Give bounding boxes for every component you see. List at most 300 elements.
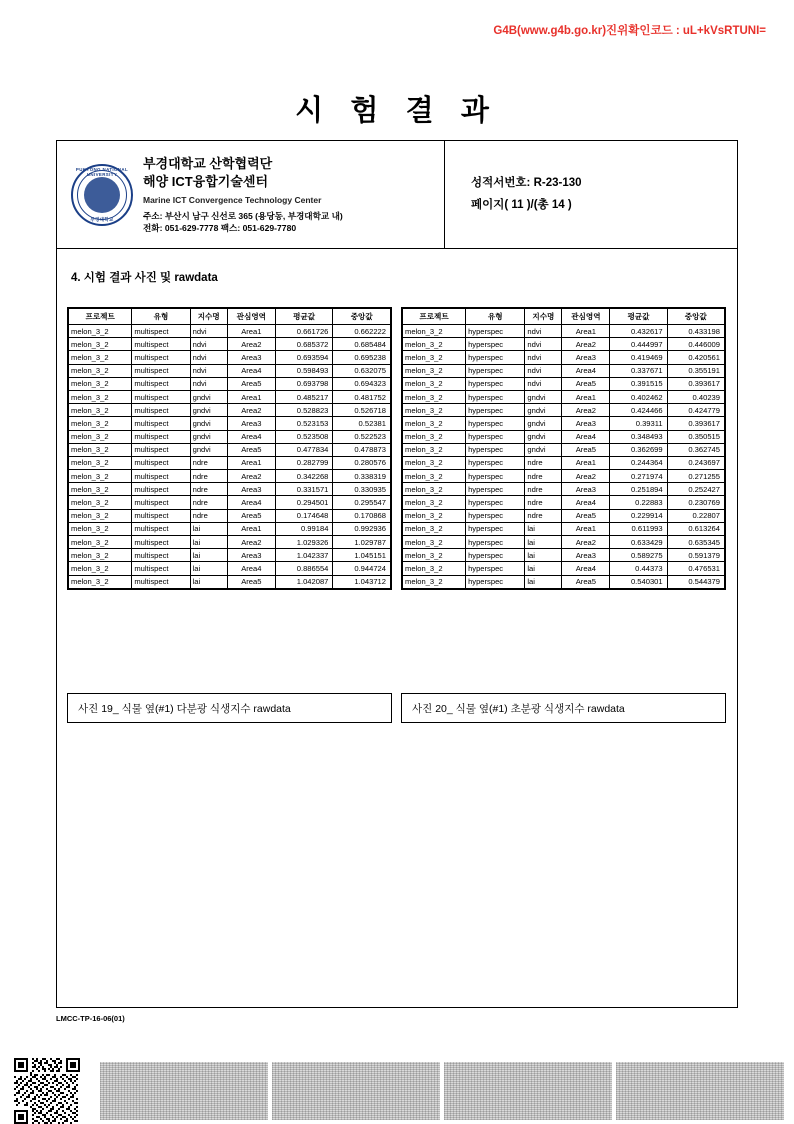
column-header-mean: 평균값	[275, 309, 333, 325]
table-cell: ndre	[190, 496, 227, 509]
table-cell: multispect	[132, 483, 190, 496]
report-header	[57, 141, 737, 249]
table-cell: Area3	[562, 417, 610, 430]
table-cell: 0.251894	[610, 483, 667, 496]
table-cell: melon_3_2	[403, 404, 466, 417]
table-cell: 0.338319	[333, 470, 391, 483]
table-cell: melon_3_2	[403, 549, 466, 562]
table-row	[403, 364, 725, 377]
table-cell: 0.944724	[333, 562, 391, 575]
table-cell: Area4	[227, 364, 275, 377]
table-cell: 0.526718	[333, 404, 391, 417]
table-row	[403, 509, 725, 522]
table-cell: 0.613264	[667, 522, 724, 535]
table-cell: Area3	[562, 351, 610, 364]
table-cell: 0.174648	[275, 509, 333, 522]
table-cell: melon_3_2	[69, 338, 132, 351]
table-cell: Area3	[227, 417, 275, 430]
table-cell: 0.294501	[275, 496, 333, 509]
table-cell: hyperspec	[466, 417, 525, 430]
rawdata-tables	[67, 307, 727, 590]
table-cell: Area3	[562, 549, 610, 562]
form-code: LMCC-TP-16-06(01)	[56, 1014, 125, 1023]
table-cell: ndvi	[525, 351, 562, 364]
table-row	[69, 456, 391, 469]
org-name-line1: 부경대학교 산학협력단	[143, 155, 273, 171]
table-cell: 1.029787	[333, 536, 391, 549]
table-cell: ndre	[525, 509, 562, 522]
table-cell: Area4	[562, 496, 610, 509]
table-row	[403, 536, 725, 549]
table-cell: Area1	[227, 390, 275, 403]
table-cell: 0.170868	[333, 509, 391, 522]
table-cell: hyperspec	[466, 390, 525, 403]
photo-strip-1	[100, 1062, 268, 1120]
column-header-roi: 관심영역	[227, 309, 275, 325]
photo-strip-4	[616, 1062, 784, 1120]
table-cell: 0.444997	[610, 338, 667, 351]
table-cell: multispect	[132, 575, 190, 588]
table-cell: melon_3_2	[69, 575, 132, 588]
table-cell: 0.635345	[667, 536, 724, 549]
table-cell: ndvi	[525, 364, 562, 377]
table-cell: 0.485217	[275, 390, 333, 403]
page-counter: 페이지( 11 )/(총 14 )	[471, 198, 572, 211]
table-cell: Area5	[227, 377, 275, 390]
table-cell: lai	[525, 522, 562, 535]
table-cell: Area2	[227, 470, 275, 483]
table-cell: 0.229914	[610, 509, 667, 522]
table-row	[69, 483, 391, 496]
qr-code-icon	[14, 1058, 80, 1124]
table-cell: 0.362699	[610, 443, 667, 456]
table-cell: multispect	[132, 325, 190, 338]
table-cell: melon_3_2	[403, 536, 466, 549]
table-cell: 0.99184	[275, 522, 333, 535]
table-cell: 0.685484	[333, 338, 391, 351]
org-address: 주소: 부산시 남구 신선로 365 (용당동, 부경대학교 내)	[143, 210, 343, 221]
table-cell: 0.420561	[667, 351, 724, 364]
table-cell: Area3	[227, 351, 275, 364]
table-cell: Area2	[562, 470, 610, 483]
table-row	[69, 430, 391, 443]
table-cell: 0.693798	[275, 377, 333, 390]
table-cell: 0.544379	[667, 575, 724, 588]
table-cell: 0.611993	[610, 522, 667, 535]
table-row	[69, 404, 391, 417]
table-cell: 0.243697	[667, 456, 724, 469]
table-cell: ndvi	[525, 377, 562, 390]
table-cell: melon_3_2	[69, 509, 132, 522]
table-cell: melon_3_2	[69, 470, 132, 483]
table-cell: Area1	[562, 390, 610, 403]
table-cell: ndvi	[190, 325, 227, 338]
rawdata-table-multispectral	[67, 307, 392, 590]
table-row	[69, 522, 391, 535]
table-cell: 0.348493	[610, 430, 667, 443]
table-cell: hyperspec	[466, 377, 525, 390]
table-cell: Area3	[227, 549, 275, 562]
table-cell: 0.22807	[667, 509, 724, 522]
table-row	[403, 377, 725, 390]
table-row	[403, 338, 725, 351]
table-cell: lai	[190, 575, 227, 588]
table-header-row	[403, 309, 725, 325]
table-cell: ndvi	[190, 338, 227, 351]
table-cell: lai	[190, 562, 227, 575]
table-row	[69, 496, 391, 509]
table-cell: 1.042087	[275, 575, 333, 588]
table-cell: melon_3_2	[403, 443, 466, 456]
table-cell: melon_3_2	[69, 549, 132, 562]
table-cell: multispect	[132, 443, 190, 456]
table-cell: 0.694323	[333, 377, 391, 390]
column-header-median: 중앙값	[667, 309, 724, 325]
table-row	[403, 496, 725, 509]
table-cell: gndvi	[525, 417, 562, 430]
table-cell: 0.476531	[667, 562, 724, 575]
table-cell: 0.992936	[333, 522, 391, 535]
table-row	[403, 417, 725, 430]
table-cell: ndre	[525, 456, 562, 469]
table-cell: 0.432617	[610, 325, 667, 338]
table-cell: hyperspec	[466, 549, 525, 562]
table-cell: melon_3_2	[403, 470, 466, 483]
table-cell: hyperspec	[466, 575, 525, 588]
table-cell: 0.52381	[333, 417, 391, 430]
table-cell: Area3	[227, 483, 275, 496]
table-cell: lai	[190, 536, 227, 549]
table-cell: ndvi	[190, 364, 227, 377]
table-row	[403, 456, 725, 469]
table-cell: melon_3_2	[69, 536, 132, 549]
table-row	[403, 325, 725, 338]
column-header-type: 유형	[466, 309, 525, 325]
column-header-median: 중앙값	[333, 309, 391, 325]
table-row	[69, 390, 391, 403]
table-cell: 0.362745	[667, 443, 724, 456]
table-cell: 0.591379	[667, 549, 724, 562]
table-cell: melon_3_2	[403, 522, 466, 535]
table-cell: 0.244364	[610, 456, 667, 469]
table-row	[403, 351, 725, 364]
table-cell: melon_3_2	[403, 562, 466, 575]
table-cell: hyperspec	[466, 443, 525, 456]
table-cell: lai	[525, 536, 562, 549]
table-cell: ndre	[190, 509, 227, 522]
table-cell: hyperspec	[466, 338, 525, 351]
table-row	[403, 390, 725, 403]
table-cell: multispect	[132, 430, 190, 443]
table-cell: 0.252427	[667, 483, 724, 496]
table-cell: 0.633429	[610, 536, 667, 549]
table-row	[403, 470, 725, 483]
table-row	[403, 562, 725, 575]
table-cell: multispect	[132, 377, 190, 390]
table-cell: 0.355191	[667, 364, 724, 377]
table-cell: melon_3_2	[403, 509, 466, 522]
table-cell: 0.481752	[333, 390, 391, 403]
table-row	[403, 430, 725, 443]
table-cell: 0.295547	[333, 496, 391, 509]
table-cell: 0.342268	[275, 470, 333, 483]
table-cell: melon_3_2	[69, 443, 132, 456]
table-cell: hyperspec	[466, 536, 525, 549]
table-cell: 0.282799	[275, 456, 333, 469]
table-cell: Area1	[227, 456, 275, 469]
table-row	[69, 364, 391, 377]
table-cell: Area1	[227, 522, 275, 535]
table-cell: Area4	[562, 562, 610, 575]
table-cell: hyperspec	[466, 522, 525, 535]
table-row	[69, 549, 391, 562]
table-cell: melon_3_2	[69, 483, 132, 496]
page-title: 시 험 결 과	[295, 95, 499, 127]
table-cell: Area2	[227, 338, 275, 351]
table-cell: ndvi	[190, 351, 227, 364]
table-row	[69, 417, 391, 430]
table-row	[403, 443, 725, 456]
table-row	[69, 536, 391, 549]
table-cell: 1.043712	[333, 575, 391, 588]
table-cell: 0.230769	[667, 496, 724, 509]
table-row	[403, 549, 725, 562]
table-cell: 0.523508	[275, 430, 333, 443]
table-row	[69, 443, 391, 456]
table-cell: 0.44373	[610, 562, 667, 575]
org-name-english: Marine ICT Convergence Technology Center	[143, 195, 322, 206]
table-cell: melon_3_2	[69, 404, 132, 417]
table-cell: 0.662222	[333, 325, 391, 338]
table-cell: 0.271974	[610, 470, 667, 483]
table-cell: 0.337671	[610, 364, 667, 377]
table-cell: melon_3_2	[403, 338, 466, 351]
table-cell: ndre	[525, 470, 562, 483]
table-cell: melon_3_2	[403, 351, 466, 364]
table-row	[69, 562, 391, 575]
table-cell: melon_3_2	[403, 417, 466, 430]
table-cell: 0.280576	[333, 456, 391, 469]
verification-watermark: G4B(www.g4b.go.kr)진위확인코드 : uL+kVsRTUNI=	[493, 25, 766, 37]
table-row	[69, 470, 391, 483]
table-cell: melon_3_2	[69, 456, 132, 469]
logo-bottom-text: 부경대학교	[90, 216, 114, 222]
table-row	[69, 351, 391, 364]
table-cell: Area4	[562, 364, 610, 377]
table-cell: Area4	[562, 430, 610, 443]
column-header-roi: 관심영역	[562, 309, 610, 325]
table-cell: melon_3_2	[69, 325, 132, 338]
logo-top-text: PUKYONG NATIONAL UNIVERSITY	[75, 166, 129, 177]
table-cell: hyperspec	[466, 456, 525, 469]
table-cell: ndvi	[525, 338, 562, 351]
table-cell: multispect	[132, 509, 190, 522]
table-row	[69, 377, 391, 390]
report-frame	[56, 140, 738, 1008]
rawdata-table-hyperspectral	[401, 307, 726, 590]
table-cell: hyperspec	[466, 404, 525, 417]
table-cell: 0.477834	[275, 443, 333, 456]
table-cell: multispect	[132, 562, 190, 575]
table-cell: 0.695238	[333, 351, 391, 364]
table-cell: melon_3_2	[69, 351, 132, 364]
table-cell: 0.424779	[667, 404, 724, 417]
table-cell: hyperspec	[466, 351, 525, 364]
table-cell: multispect	[132, 417, 190, 430]
table-cell: gndvi	[190, 443, 227, 456]
photo-strip-2	[272, 1062, 440, 1120]
table-cell: melon_3_2	[69, 417, 132, 430]
table-cell: 0.632075	[333, 364, 391, 377]
table-cell: 0.39311	[610, 417, 667, 430]
table-cell: Area1	[562, 325, 610, 338]
org-name-line2: 해양 ICT융합기술센터	[143, 174, 269, 190]
table-cell: melon_3_2	[69, 522, 132, 535]
table-cell: melon_3_2	[403, 430, 466, 443]
table-cell: multispect	[132, 404, 190, 417]
table-cell: 0.693594	[275, 351, 333, 364]
table-cell: gndvi	[525, 430, 562, 443]
table-cell: 0.589275	[610, 549, 667, 562]
table-cell: Area4	[227, 496, 275, 509]
table-cell: Area2	[227, 404, 275, 417]
table-cell: 0.598493	[275, 364, 333, 377]
table-cell: Area2	[562, 404, 610, 417]
table-cell: 1.042337	[275, 549, 333, 562]
table-cell: ndvi	[190, 377, 227, 390]
table-row	[403, 404, 725, 417]
table-cell: hyperspec	[466, 430, 525, 443]
table-cell: 0.522523	[333, 430, 391, 443]
table-cell: gndvi	[525, 390, 562, 403]
table-cell: 0.331571	[275, 483, 333, 496]
table-cell: gndvi	[525, 443, 562, 456]
table-cell: 0.393617	[667, 377, 724, 390]
table-cell: lai	[190, 549, 227, 562]
table-cell: ndre	[190, 456, 227, 469]
table-cell: Area5	[562, 443, 610, 456]
table-row	[69, 575, 391, 588]
column-header-project: 프로젝트	[403, 309, 466, 325]
table-cell: ndre	[190, 470, 227, 483]
table-cell: multispect	[132, 390, 190, 403]
table-cell: 0.433198	[667, 325, 724, 338]
table-cell: 1.029326	[275, 536, 333, 549]
university-logo-icon	[71, 164, 133, 226]
figure-caption-19: 사진 19_ 식물 옆(#1) 다분광 식생지수 rawdata	[67, 693, 392, 723]
table-cell: melon_3_2	[403, 364, 466, 377]
table-cell: 0.350515	[667, 430, 724, 443]
column-header-project: 프로젝트	[69, 309, 132, 325]
table-cell: melon_3_2	[69, 430, 132, 443]
table-cell: 0.886554	[275, 562, 333, 575]
table-cell: Area2	[227, 536, 275, 549]
table-cell: ndvi	[525, 325, 562, 338]
org-contact: 전화: 051-629-7778 팩스: 051-629-7780	[143, 223, 297, 233]
table-cell: hyperspec	[466, 509, 525, 522]
table-cell: hyperspec	[466, 562, 525, 575]
header-certificate-info	[445, 141, 737, 248]
table-cell: lai	[525, 575, 562, 588]
table-cell: multispect	[132, 351, 190, 364]
table-cell: 0.523153	[275, 417, 333, 430]
table-cell: Area1	[562, 456, 610, 469]
table-cell: hyperspec	[466, 483, 525, 496]
table-cell: melon_3_2	[403, 325, 466, 338]
table-cell: melon_3_2	[403, 575, 466, 588]
figure-caption-20: 사진 20_ 식물 옆(#1) 초분광 식생지수 rawdata	[401, 693, 726, 723]
table-cell: Area5	[227, 509, 275, 522]
table-cell: Area3	[562, 483, 610, 496]
table-cell: ndre	[525, 496, 562, 509]
table-cell: 0.40239	[667, 390, 724, 403]
table-cell: Area1	[227, 325, 275, 338]
section-heading: 4. 시험 결과 사진 및 rawdata	[71, 272, 218, 284]
table-cell: melon_3_2	[403, 496, 466, 509]
table-cell: melon_3_2	[403, 390, 466, 403]
table-cell: multispect	[132, 364, 190, 377]
table-cell: 1.045151	[333, 549, 391, 562]
table-cell: Area4	[227, 562, 275, 575]
table-cell: Area2	[562, 536, 610, 549]
table-cell: 0.685372	[275, 338, 333, 351]
column-header-mean: 평균값	[610, 309, 667, 325]
table-cell: gndvi	[525, 404, 562, 417]
table-row	[403, 575, 725, 588]
table-cell: melon_3_2	[69, 364, 132, 377]
table-cell: melon_3_2	[403, 456, 466, 469]
table-cell: melon_3_2	[69, 496, 132, 509]
table-cell: 0.271255	[667, 470, 724, 483]
header-organization	[57, 141, 445, 248]
table-cell: 0.402462	[610, 390, 667, 403]
table-cell: melon_3_2	[69, 377, 132, 390]
table-cell: multispect	[132, 456, 190, 469]
table-cell: gndvi	[190, 417, 227, 430]
table-cell: multispect	[132, 338, 190, 351]
column-header-index: 지수명	[525, 309, 562, 325]
table-cell: lai	[525, 562, 562, 575]
figure-captions	[67, 693, 727, 723]
table-cell: 0.330935	[333, 483, 391, 496]
table-cell: 0.419469	[610, 351, 667, 364]
table-cell: gndvi	[190, 390, 227, 403]
table-cell: multispect	[132, 536, 190, 549]
table-cell: multispect	[132, 549, 190, 562]
table-cell: Area5	[562, 575, 610, 588]
table-cell: gndvi	[190, 430, 227, 443]
table-cell: 0.528823	[275, 404, 333, 417]
table-row	[403, 522, 725, 535]
table-cell: multispect	[132, 522, 190, 535]
table-cell: hyperspec	[466, 470, 525, 483]
table-cell: ndre	[190, 483, 227, 496]
table-cell: Area1	[562, 522, 610, 535]
table-cell: Area5	[562, 509, 610, 522]
table-row	[69, 338, 391, 351]
table-cell: Area5	[227, 443, 275, 456]
table-cell: Area2	[562, 338, 610, 351]
table-row	[69, 509, 391, 522]
table-cell: multispect	[132, 496, 190, 509]
table-cell: 0.393617	[667, 417, 724, 430]
table-cell: Area5	[562, 377, 610, 390]
table-row	[403, 483, 725, 496]
table-cell: ndre	[525, 483, 562, 496]
table-cell: hyperspec	[466, 496, 525, 509]
table-cell: hyperspec	[466, 325, 525, 338]
table-cell: melon_3_2	[403, 483, 466, 496]
